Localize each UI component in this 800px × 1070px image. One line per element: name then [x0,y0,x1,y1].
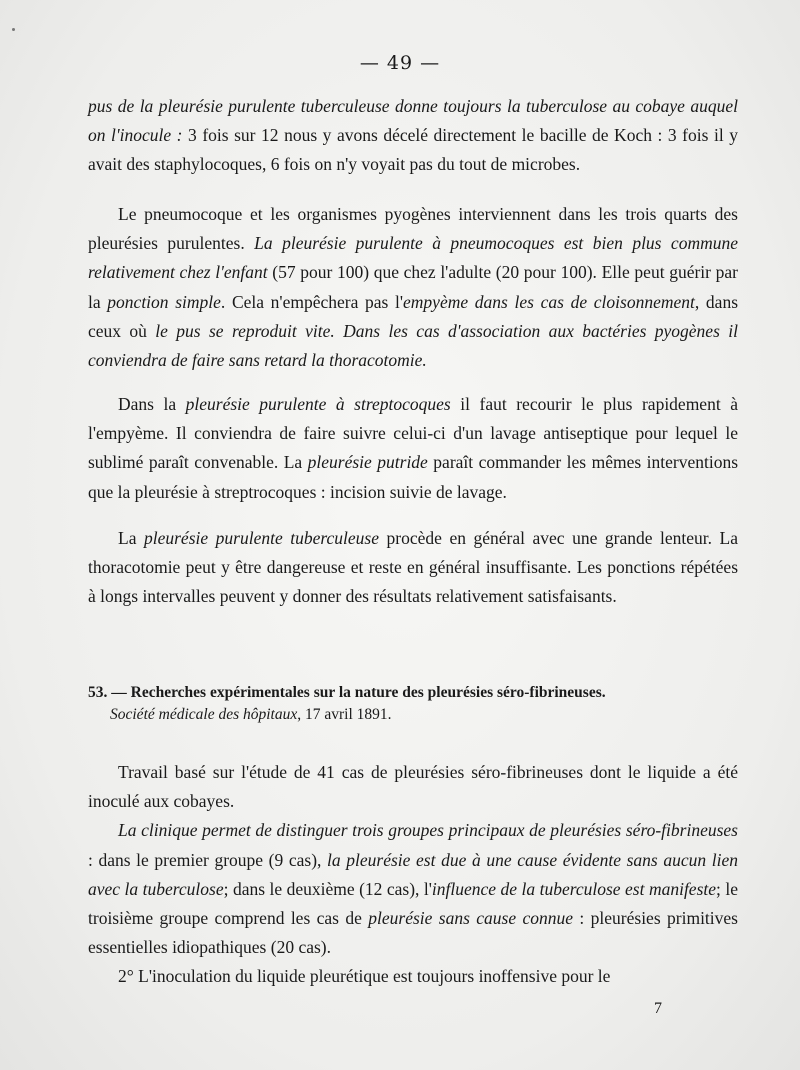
text-run: il faut recourir le plus rapidement à l'empyème. Il conviendra de faire suivre celui-ci d'un lavage antiseptique pour lequel le sublimé paraît convenable. La [88,394,738,473]
text-run: (57 pour 100) que chez l'adulte (20 pour 100). Elle peut guérir par la [88,262,738,312]
reference-date: , 17 avril 1891. [297,706,392,723]
text-run: procède en général avec une grande lenteur. La thoracotomie peut y être dangereuse et reste en général insuffisante. Les ponctions répétées à longs intervalles peuvent y donner des résultats relativement satisfaisants. [88,528,738,607]
text-run: Dans la [118,394,186,414]
paragraph-3 [88,390,738,507]
signature-mark: 7 [654,1000,662,1017]
text-italic: le pus se reproduit vite. Dans les cas d'association aux bactéries pyogènes il conviendra de faire sans retard la thoracotomie. [88,320,738,371]
text-run: Le pneumocoque et les organismes pyogènes interviennent dans les trois quarts des pleurésies purulentes. [88,204,738,254]
paragraph-7 [88,962,738,991]
text-run: : dans le premier groupe (9 cas), [88,849,328,870]
text-run: ; dans le deuxième (12 cas), l' [223,878,432,899]
reference-source [88,704,738,726]
text-run: 3 fois sur 12 nous y avons décelé directement le bacille de Koch : 3 fois il y avait des staphylocoques, 6 fois on n'y voyait pas du tout de microbes. [88,125,738,175]
text-italic: La clinique permet de distinguer trois groupes principaux de pleurésies séro-fibrineuses [118,820,738,841]
text-run: ; le troisième groupe comprend les cas de [88,878,738,929]
text-italic: pleurésie sans cause connue [368,908,574,929]
text-italic: pus de la pleurésie purulente tuberculeuse donne toujours la tuberculose au cobaye auquel on l'inocule : [88,96,738,146]
paragraph-1 [88,92,738,180]
text-run: 2° L'inoculation du liquide pleurétique est toujours inoffensive pour le [118,966,611,987]
section-body [88,758,738,992]
text-run: : pleurésies primitives essentielles idiopathiques (20 cas). [88,908,738,958]
text-run: , dans ceux où [88,291,739,341]
text-italic: ponction simple [107,291,221,312]
paragraph-5 [88,758,738,816]
ink-speck [12,28,15,31]
text-italic: pleurésie purulente à streptocoques [185,394,451,414]
paragraph-4 [88,524,738,612]
text-run: paraît commander les mêmes interventions que la pleurésie à streptrocoques : incision suivie de lavage. [88,452,738,502]
text-run: La [118,528,144,548]
text-italic: pleurésie purulente tuberculeuse [143,528,380,548]
text-run: Travail basé sur l'étude de 41 cas de pleurésies séro-fibrineuses dont le liquide a été inoculé aux cobayes. [88,762,738,812]
text-run: . Cela n'empêchera pas l' [220,291,404,312]
reference-title: 53. — Recherches expérimentales sur la nature des pleurésies séro-fibrineuses. [88,684,606,701]
text-italic: pleurésie putride [307,452,428,473]
text-italic: empyème dans les cas de cloisonnement [403,291,695,312]
paragraph-2 [88,200,738,375]
reference-journal: Société médicale des hôpitaux [110,706,298,723]
page-number: — 49 — [359,52,441,74]
paragraph-6 [88,816,738,962]
text-italic: La pleurésie purulente à pneumocoques est bien plus commune relativement chez l'enfant [88,233,738,283]
text-italic: influence de la tuberculose est manifeste [431,878,717,899]
text-italic: la pleurésie est due à une cause évidente sans aucun lien avec la tuberculose [88,849,738,899]
bibliographic-reference [88,682,738,726]
